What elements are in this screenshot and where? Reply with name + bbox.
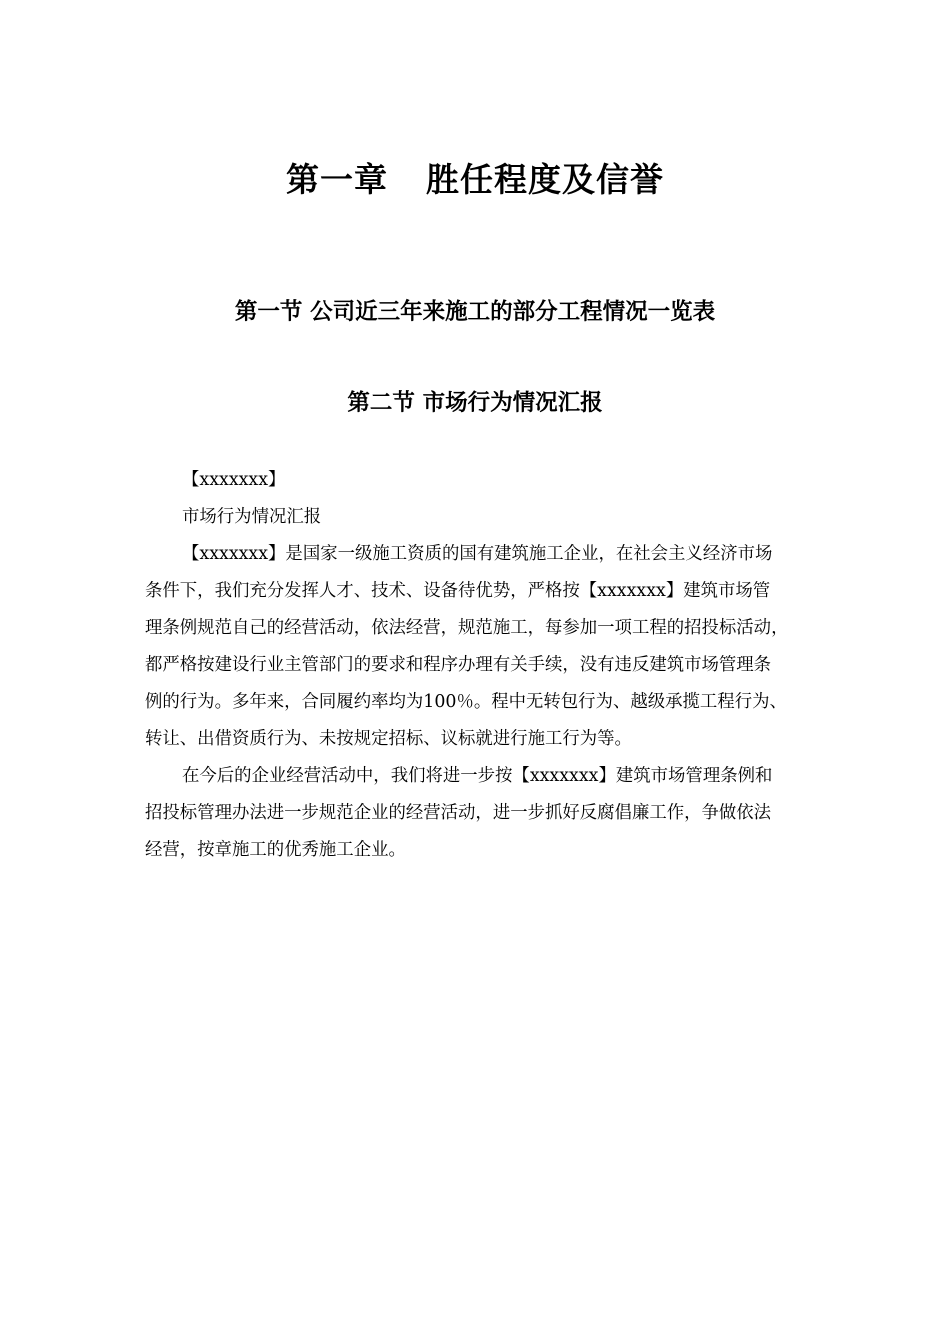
paragraph-1-line: 转让、出借资质行为、未按规定招标、议标就进行施工行为等。: [145, 729, 632, 749]
subject-text: 市场行为情况汇报: [182, 507, 322, 527]
recipient-text: 【xxxxxxx】: [182, 470, 286, 490]
subject-line: [145, 499, 855, 536]
paragraph-2: [145, 758, 855, 869]
chapter-number: 第一章: [286, 160, 388, 199]
paragraph-2-line: 招投标管理办法进一步规范企业的经营活动，进一步抓好反腐倡廉工作，争做依法: [145, 803, 772, 823]
section-title: 市场行为情况汇报: [422, 390, 603, 416]
paragraph-1-line: 都严格按建设行业主管部门的要求和程序办理有关手续，没有违反建筑市场管理条: [145, 655, 772, 675]
paragraph-1: [145, 536, 855, 758]
paragraph-1-line: 例的行为。多年来，合同履约率均为100％。程中无转包行为、越级承揽工程行为、: [145, 692, 787, 712]
report-body: [145, 462, 855, 869]
chapter-title: 胜任程度及信誉: [426, 160, 664, 199]
paragraph-1-line: 理条例规范自己的经营活动，依法经营，规范施工，每参加一项工程的招投标活动，: [145, 618, 789, 638]
recipient-line: [145, 462, 855, 499]
section-title: 公司近三年来施工的部分工程情况一览表: [310, 299, 716, 325]
paragraph-1-line: 【xxxxxxx】是国家一级施工资质的国有建筑施工企业，在社会主义经济市场: [182, 544, 773, 564]
paragraph-2-line: 经营，按章施工的优秀施工企业。: [145, 840, 406, 860]
section-heading-1: [0, 295, 950, 329]
section-label: 第二节: [347, 390, 415, 416]
section-label: 第一节: [234, 299, 303, 325]
paragraph-1-line: 条件下，我们充分发挥人才、技术、设备待优势，严格按【xxxxxxx】建筑市场管: [145, 581, 771, 601]
chapter-heading: [0, 156, 950, 204]
paragraph-2-line: 在今后的企业经营活动中，我们将进一步按【xxxxxxx】建筑市场管理条例和: [182, 766, 773, 786]
section-heading-2: [0, 386, 950, 420]
